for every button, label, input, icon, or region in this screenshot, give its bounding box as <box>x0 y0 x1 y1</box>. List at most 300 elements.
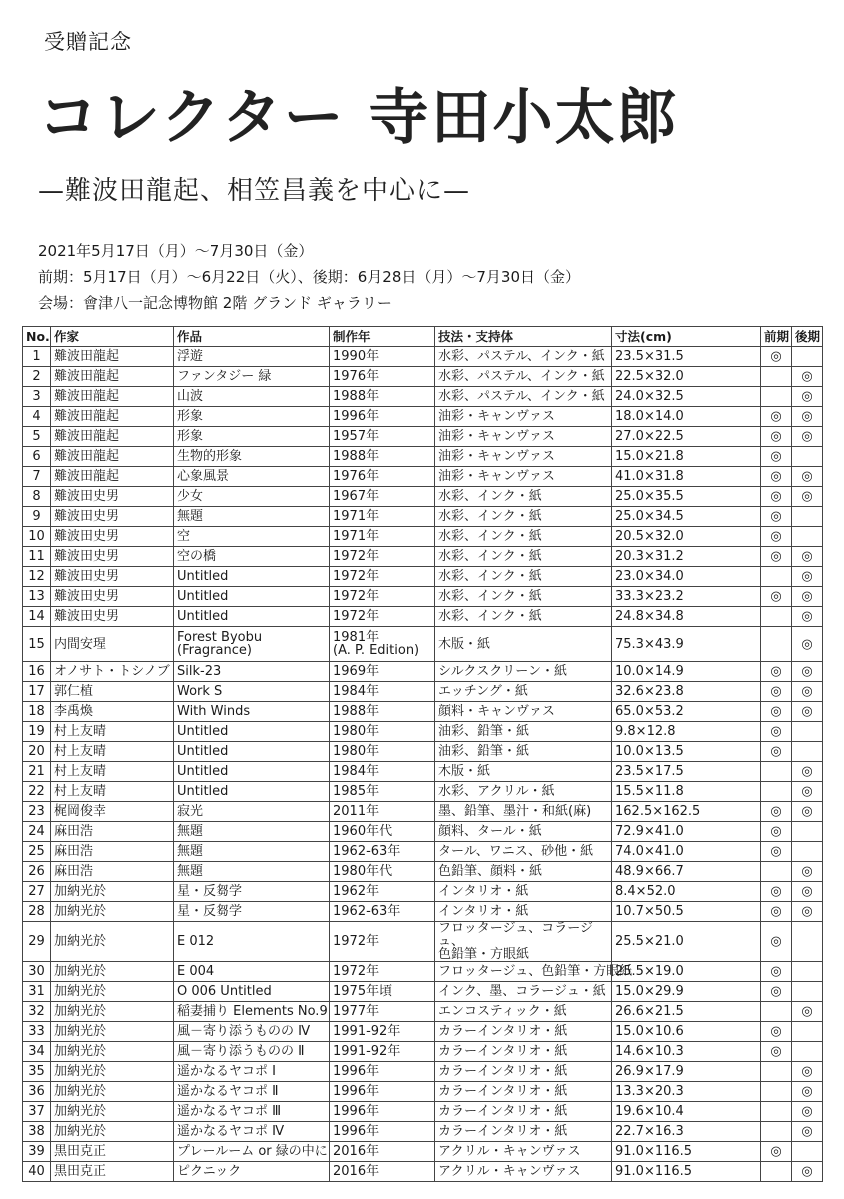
cell-no: 19 <box>23 722 51 742</box>
cell-late-mark <box>792 722 823 742</box>
cell-medium: カラーインタリオ・紙 <box>435 1022 612 1042</box>
cell-title: 無題 <box>174 507 330 527</box>
cell-late-mark <box>792 742 823 762</box>
cell-title: Untitled <box>174 722 330 742</box>
cell-no: 13 <box>23 587 51 607</box>
cell-early-mark: ◎ <box>761 802 792 822</box>
cell-title: 星・反芻学 <box>174 882 330 902</box>
cell-late-mark: ◎ <box>792 387 823 407</box>
cell-artist: 難波田史男 <box>51 487 174 507</box>
cell-title: 浮遊 <box>174 347 330 367</box>
cell-artist: 加納光於 <box>51 1082 174 1102</box>
cell-title: 風－寄り添うものの Ⅱ <box>174 1042 330 1062</box>
cell-early-mark <box>761 627 792 662</box>
cell-late-mark: ◎ <box>792 1062 823 1082</box>
cell-year: 1996年 <box>330 1062 435 1082</box>
cell-medium: 水彩、パステル、インク・紙 <box>435 347 612 367</box>
cell-artist: 難波田龍起 <box>51 467 174 487</box>
cell-medium: カラーインタリオ・紙 <box>435 1042 612 1062</box>
cell-artist: 難波田史男 <box>51 567 174 587</box>
cell-artist: 黒田克正 <box>51 1142 174 1162</box>
cell-year: 1967年 <box>330 487 435 507</box>
cell-late-mark <box>792 982 823 1002</box>
cell-size: 162.5×162.5 <box>612 802 761 822</box>
cell-no: 21 <box>23 762 51 782</box>
cell-late-mark: ◎ <box>792 567 823 587</box>
cell-no: 16 <box>23 662 51 682</box>
cell-early-mark <box>761 607 792 627</box>
cell-size: 15.0×10.6 <box>612 1022 761 1042</box>
cell-artist: 加納光於 <box>51 1042 174 1062</box>
cell-medium: 油彩、鉛筆・紙 <box>435 722 612 742</box>
cell-early-mark <box>761 782 792 802</box>
cell-size: 72.9×41.0 <box>612 822 761 842</box>
cell-no: 5 <box>23 427 51 447</box>
cell-no: 11 <box>23 547 51 567</box>
cell-late-mark: ◎ <box>792 802 823 822</box>
col-header-medium: 技法・支持体 <box>435 327 612 347</box>
cell-medium: エッチング・紙 <box>435 682 612 702</box>
table-row <box>23 467 823 487</box>
table-row <box>23 407 823 427</box>
cell-title: Untitled <box>174 762 330 782</box>
cell-medium: 水彩、インク・紙 <box>435 527 612 547</box>
cell-size: 41.0×31.8 <box>612 467 761 487</box>
cell-late-mark: ◎ <box>792 782 823 802</box>
table-header-row <box>23 327 823 347</box>
cell-medium: フロッタージュ、色鉛筆・方眼紙 <box>435 962 612 982</box>
cell-medium: 木版・紙 <box>435 627 612 662</box>
cell-medium: エンコスティック・紙 <box>435 1002 612 1022</box>
cell-early-mark: ◎ <box>761 842 792 862</box>
cell-title: ファンタジー 緑 <box>174 367 330 387</box>
cell-no: 35 <box>23 1062 51 1082</box>
cell-year: 1988年 <box>330 447 435 467</box>
cell-medium: シルクスクリーン・紙 <box>435 662 612 682</box>
cell-year: 1980年 <box>330 722 435 742</box>
cell-no: 4 <box>23 407 51 427</box>
cell-no: 24 <box>23 822 51 842</box>
cell-title: Untitled <box>174 782 330 802</box>
exhibition-period: 2021年5月17日（月）～7月30日（金） <box>38 242 314 260</box>
cell-artist: 麻田浩 <box>51 822 174 842</box>
cell-early-mark <box>761 1002 792 1022</box>
cell-late-mark <box>792 447 823 467</box>
cell-early-mark: ◎ <box>761 427 792 447</box>
cell-size: 23.5×17.5 <box>612 762 761 782</box>
cell-late-mark: ◎ <box>792 587 823 607</box>
table-row <box>23 842 823 862</box>
cell-size: 91.0×116.5 <box>612 1142 761 1162</box>
cell-artist: 難波田龍起 <box>51 447 174 467</box>
table-row <box>23 487 823 507</box>
cell-late-mark: ◎ <box>792 862 823 882</box>
table-row <box>23 1162 823 1182</box>
cell-late-mark: ◎ <box>792 1122 823 1142</box>
cell-artist: 加納光於 <box>51 1022 174 1042</box>
cell-early-mark <box>761 387 792 407</box>
cell-title: 寂光 <box>174 802 330 822</box>
cell-medium: 水彩、インク・紙 <box>435 487 612 507</box>
cell-title: With Winds <box>174 702 330 722</box>
exhibition-venue: 会場：會津八一記念博物館 2階 グランド ギャラリー <box>38 294 392 312</box>
cell-no: 29 <box>23 922 51 962</box>
table-row <box>23 447 823 467</box>
cell-year: 1984年 <box>330 762 435 782</box>
cell-size: 10.0×14.9 <box>612 662 761 682</box>
cell-artist: 加納光於 <box>51 982 174 1002</box>
cell-size: 23.0×34.0 <box>612 567 761 587</box>
table-row <box>23 722 823 742</box>
cell-medium: 水彩、インク・紙 <box>435 607 612 627</box>
cell-artist: オノサト・トシノブ <box>51 662 174 682</box>
table-row <box>23 662 823 682</box>
cell-medium: 水彩、インク・紙 <box>435 547 612 567</box>
cell-artist: 難波田龍起 <box>51 347 174 367</box>
cell-size: 8.4×52.0 <box>612 882 761 902</box>
cell-early-mark: ◎ <box>761 587 792 607</box>
cell-year: 1996年 <box>330 1102 435 1122</box>
cell-early-mark <box>761 762 792 782</box>
cell-size: 48.9×66.7 <box>612 862 761 882</box>
cell-size: 32.6×23.8 <box>612 682 761 702</box>
table-row <box>23 822 823 842</box>
table-row <box>23 347 823 367</box>
cell-size: 27.0×22.5 <box>612 427 761 447</box>
cell-year: 1996年 <box>330 1122 435 1142</box>
cell-medium: 水彩、インク・紙 <box>435 507 612 527</box>
cell-year: 1962年 <box>330 882 435 902</box>
cell-medium: 水彩、パステル、インク・紙 <box>435 367 612 387</box>
cell-medium: 木版・紙 <box>435 762 612 782</box>
cell-medium: 顔料・キャンヴァス <box>435 702 612 722</box>
cell-size: 91.0×116.5 <box>612 1162 761 1182</box>
cell-medium: 水彩、インク・紙 <box>435 587 612 607</box>
cell-medium: アクリル・キャンヴァス <box>435 1142 612 1162</box>
cell-early-mark: ◎ <box>761 662 792 682</box>
cell-early-mark <box>761 1162 792 1182</box>
cell-size: 24.8×34.8 <box>612 607 761 627</box>
col-header-late: 後期 <box>792 327 823 347</box>
cell-no: 1 <box>23 347 51 367</box>
cell-artist: 村上友晴 <box>51 742 174 762</box>
cell-year: 1972年 <box>330 922 435 962</box>
cell-late-mark: ◎ <box>792 662 823 682</box>
cell-year: 1962-63年 <box>330 842 435 862</box>
cell-medium: 水彩、アクリル・紙 <box>435 782 612 802</box>
cell-title: 少女 <box>174 487 330 507</box>
cell-early-mark <box>761 862 792 882</box>
cell-year: 1972年 <box>330 962 435 982</box>
cell-size: 20.3×31.2 <box>612 547 761 567</box>
artwork-table-body <box>23 347 823 1182</box>
artwork-table <box>22 326 823 1182</box>
table-row <box>23 367 823 387</box>
cell-artist: 村上友晴 <box>51 722 174 742</box>
cell-size: 25.5×19.0 <box>612 962 761 982</box>
table-row <box>23 782 823 802</box>
exhibition-title: コレクター 寺田小太郎 <box>38 83 679 153</box>
cell-early-mark: ◎ <box>761 962 792 982</box>
cell-medium: フロッタージュ、コラージュ、 色鉛筆・方眼紙 <box>435 922 612 962</box>
cell-no: 8 <box>23 487 51 507</box>
col-header-early: 前期 <box>761 327 792 347</box>
cell-no: 18 <box>23 702 51 722</box>
cell-size: 74.0×41.0 <box>612 842 761 862</box>
cell-year: 1969年 <box>330 662 435 682</box>
cell-size: 25.0×35.5 <box>612 487 761 507</box>
cell-no: 22 <box>23 782 51 802</box>
cell-year: 1981年 (A. P. Edition) <box>330 627 435 662</box>
col-header-no: No. <box>23 327 51 347</box>
table-row <box>23 902 823 922</box>
table-row <box>23 1062 823 1082</box>
cell-early-mark: ◎ <box>761 507 792 527</box>
cell-early-mark: ◎ <box>761 742 792 762</box>
cell-year: 1985年 <box>330 782 435 802</box>
cell-no: 14 <box>23 607 51 627</box>
cell-no: 34 <box>23 1042 51 1062</box>
cell-no: 6 <box>23 447 51 467</box>
cell-title: 無題 <box>174 842 330 862</box>
cell-artist: 村上友晴 <box>51 782 174 802</box>
cell-medium: インタリオ・紙 <box>435 902 612 922</box>
exhibition-subtitle: —難波田龍起、相笠昌義を中心に— <box>38 176 471 206</box>
cell-early-mark: ◎ <box>761 702 792 722</box>
cell-no: 7 <box>23 467 51 487</box>
cell-late-mark <box>792 922 823 962</box>
table-row <box>23 762 823 782</box>
cell-late-mark <box>792 842 823 862</box>
table-row <box>23 1002 823 1022</box>
cell-size: 25.0×34.5 <box>612 507 761 527</box>
cell-late-mark: ◎ <box>792 762 823 782</box>
table-row <box>23 1122 823 1142</box>
cell-artist: 加納光於 <box>51 922 174 962</box>
cell-artist: 難波田史男 <box>51 607 174 627</box>
cell-medium: 水彩、インク・紙 <box>435 567 612 587</box>
cell-size: 75.3×43.9 <box>612 627 761 662</box>
cell-year: 1976年 <box>330 367 435 387</box>
cell-early-mark: ◎ <box>761 1142 792 1162</box>
table-row <box>23 1142 823 1162</box>
cell-medium: カラーインタリオ・紙 <box>435 1102 612 1122</box>
cell-late-mark: ◎ <box>792 487 823 507</box>
cell-year: 1972年 <box>330 587 435 607</box>
cell-medium: 顔料、タール・紙 <box>435 822 612 842</box>
cell-artist: 黒田克正 <box>51 1162 174 1182</box>
cell-year: 2011年 <box>330 802 435 822</box>
cell-artist: 加納光於 <box>51 1002 174 1022</box>
cell-medium: カラーインタリオ・紙 <box>435 1062 612 1082</box>
cell-late-mark <box>792 1142 823 1162</box>
table-row <box>23 702 823 722</box>
cell-no: 25 <box>23 842 51 862</box>
cell-title: 遥かなるヤコポ Ⅳ <box>174 1122 330 1142</box>
cell-no: 20 <box>23 742 51 762</box>
cell-medium: インタリオ・紙 <box>435 882 612 902</box>
col-header-artist: 作家 <box>51 327 174 347</box>
cell-year: 1988年 <box>330 702 435 722</box>
cell-medium: 水彩、パステル、インク・紙 <box>435 387 612 407</box>
table-row <box>23 587 823 607</box>
cell-late-mark: ◎ <box>792 902 823 922</box>
cell-year: 1960年代 <box>330 822 435 842</box>
cell-medium: インク、墨、コラージュ・紙 <box>435 982 612 1002</box>
cell-late-mark: ◎ <box>792 682 823 702</box>
cell-title: Untitled <box>174 742 330 762</box>
cell-artist: 麻田浩 <box>51 862 174 882</box>
cell-no: 27 <box>23 882 51 902</box>
cell-year: 1962-63年 <box>330 902 435 922</box>
cell-late-mark <box>792 507 823 527</box>
cell-artist: 難波田龍起 <box>51 427 174 447</box>
cell-no: 9 <box>23 507 51 527</box>
cell-medium: 油彩・キャンヴァス <box>435 427 612 447</box>
cell-late-mark <box>792 962 823 982</box>
cell-early-mark: ◎ <box>761 882 792 902</box>
cell-year: 1990年 <box>330 347 435 367</box>
cell-size: 15.5×11.8 <box>612 782 761 802</box>
cell-late-mark: ◎ <box>792 627 823 662</box>
cell-size: 19.6×10.4 <box>612 1102 761 1122</box>
cell-early-mark: ◎ <box>761 347 792 367</box>
cell-title: Untitled <box>174 587 330 607</box>
cell-year: 1977年 <box>330 1002 435 1022</box>
table-row <box>23 862 823 882</box>
cell-title: E 004 <box>174 962 330 982</box>
cell-no: 28 <box>23 902 51 922</box>
cell-no: 12 <box>23 567 51 587</box>
cell-year: 1996年 <box>330 407 435 427</box>
cell-no: 37 <box>23 1102 51 1122</box>
cell-title: 無題 <box>174 822 330 842</box>
table-row <box>23 802 823 822</box>
table-row <box>23 922 823 962</box>
cell-year: 1972年 <box>330 567 435 587</box>
table-row <box>23 1042 823 1062</box>
cell-year: 1972年 <box>330 607 435 627</box>
cell-title: 遥かなるヤコポ Ⅲ <box>174 1102 330 1122</box>
cell-size: 14.6×10.3 <box>612 1042 761 1062</box>
cell-no: 10 <box>23 527 51 547</box>
cell-title: 形象 <box>174 407 330 427</box>
cell-late-mark: ◎ <box>792 467 823 487</box>
table-row <box>23 962 823 982</box>
cell-artist: 加納光於 <box>51 1122 174 1142</box>
cell-no: 17 <box>23 682 51 702</box>
cell-size: 9.8×12.8 <box>612 722 761 742</box>
cell-artist: 難波田史男 <box>51 527 174 547</box>
exhibition-terms: 前期：5月17日（月）～6月22日（火）、後期：6月28日（月）～7月30日（金） <box>38 268 581 286</box>
table-row <box>23 427 823 447</box>
cell-artist: 難波田龍起 <box>51 407 174 427</box>
table-row <box>23 1082 823 1102</box>
table-row <box>23 387 823 407</box>
cell-artist: 加納光於 <box>51 882 174 902</box>
cell-title: Silk-23 <box>174 662 330 682</box>
cell-no: 30 <box>23 962 51 982</box>
cell-year: 1976年 <box>330 467 435 487</box>
cell-title: プレールーム or 緑の中に <box>174 1142 330 1162</box>
cell-early-mark: ◎ <box>761 527 792 547</box>
cell-early-mark: ◎ <box>761 1022 792 1042</box>
cell-medium: 油彩・キャンヴァス <box>435 407 612 427</box>
cell-artist: 内間安瑆 <box>51 627 174 662</box>
cell-size: 18.0×14.0 <box>612 407 761 427</box>
cell-late-mark <box>792 1042 823 1062</box>
cell-size: 20.5×32.0 <box>612 527 761 547</box>
cell-early-mark: ◎ <box>761 447 792 467</box>
cell-late-mark: ◎ <box>792 882 823 902</box>
cell-early-mark: ◎ <box>761 902 792 922</box>
cell-no: 23 <box>23 802 51 822</box>
cell-year: 1971年 <box>330 507 435 527</box>
table-row <box>23 742 823 762</box>
cell-late-mark: ◎ <box>792 407 823 427</box>
cell-title: 星・反芻学 <box>174 902 330 922</box>
cell-size: 26.9×17.9 <box>612 1062 761 1082</box>
cell-late-mark: ◎ <box>792 1082 823 1102</box>
cell-size: 25.5×21.0 <box>612 922 761 962</box>
cell-no: 3 <box>23 387 51 407</box>
table-row <box>23 527 823 547</box>
cell-early-mark: ◎ <box>761 922 792 962</box>
cell-size: 15.0×29.9 <box>612 982 761 1002</box>
cell-late-mark: ◎ <box>792 1162 823 1182</box>
cell-year: 1991-92年 <box>330 1022 435 1042</box>
cell-early-mark: ◎ <box>761 822 792 842</box>
table-row <box>23 682 823 702</box>
cell-title: O 006 Untitled <box>174 982 330 1002</box>
cell-late-mark <box>792 527 823 547</box>
cell-size: 22.7×16.3 <box>612 1122 761 1142</box>
cell-medium: アクリル・キャンヴァス <box>435 1162 612 1182</box>
cell-artist: 難波田史男 <box>51 547 174 567</box>
cell-early-mark <box>761 1122 792 1142</box>
cell-title: 空 <box>174 527 330 547</box>
table-row <box>23 627 823 662</box>
table-row <box>23 1102 823 1122</box>
cell-artist: 難波田史男 <box>51 507 174 527</box>
cell-title: 山波 <box>174 387 330 407</box>
cell-medium: タール、ワニス、砂他・紙 <box>435 842 612 862</box>
cell-title: 風－寄り添うものの Ⅳ <box>174 1022 330 1042</box>
cell-title: 遥かなるヤコポ Ⅱ <box>174 1082 330 1102</box>
cell-no: 36 <box>23 1082 51 1102</box>
cell-medium: 油彩・キャンヴァス <box>435 447 612 467</box>
cell-year: 1980年 <box>330 742 435 762</box>
cell-year: 1984年 <box>330 682 435 702</box>
exhibition-kicker: 受贈記念 <box>44 30 132 54</box>
cell-year: 1971年 <box>330 527 435 547</box>
cell-size: 23.5×31.5 <box>612 347 761 367</box>
cell-artist: 郭仁植 <box>51 682 174 702</box>
cell-early-mark: ◎ <box>761 467 792 487</box>
cell-late-mark: ◎ <box>792 367 823 387</box>
cell-artist: 加納光於 <box>51 1102 174 1122</box>
cell-late-mark: ◎ <box>792 427 823 447</box>
cell-medium: 油彩、鉛筆・紙 <box>435 742 612 762</box>
cell-no: 15 <box>23 627 51 662</box>
cell-no: 31 <box>23 982 51 1002</box>
cell-late-mark: ◎ <box>792 547 823 567</box>
cell-artist: 加納光於 <box>51 1062 174 1082</box>
cell-year: 1988年 <box>330 387 435 407</box>
cell-medium: 油彩・キャンヴァス <box>435 467 612 487</box>
cell-size: 26.6×21.5 <box>612 1002 761 1022</box>
cell-year: 2016年 <box>330 1162 435 1182</box>
